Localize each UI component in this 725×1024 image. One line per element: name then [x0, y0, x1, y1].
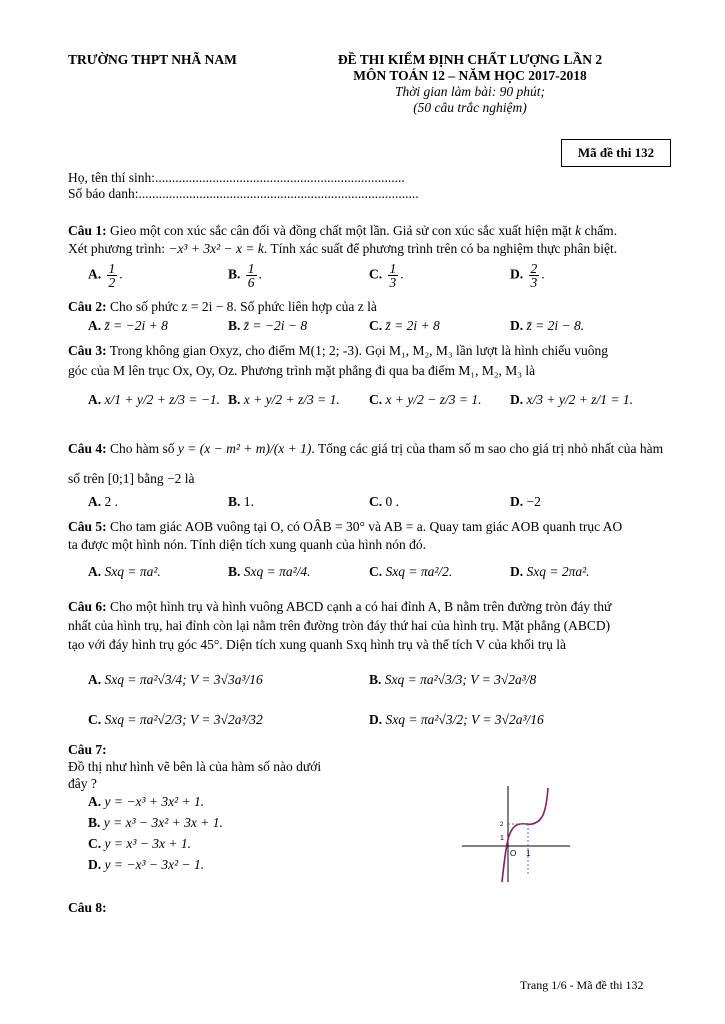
question-5-text: Câu 5: Cho tam giác AOB vuông tại O, có OÂB = 30° và AB = a. Quay tam giác AOB quanh trục AO [68, 519, 623, 534]
option-b[interactable]: B. 1. [228, 494, 254, 509]
school-name: TRƯỜNG THPT NHÃ NAM [68, 52, 237, 67]
exam-subject: MÔN TOÁN 12 – NĂM HỌC 2017-2018 [353, 68, 587, 83]
page-footer: Trang 1/6 - Mã đề thi 132 [520, 978, 644, 992]
option-c[interactable]: C. z̄ = 2i + 8 [369, 318, 440, 333]
function: y = (x − m² + m)/(x + 1) [177, 441, 312, 456]
question-1-text-2: Xét phương trình: −x³ + 3x² − x = k. Tính xác suất để phương trình trên có ba nghiệm thực phân biệt. [68, 241, 618, 256]
question-3-options [88, 392, 688, 412]
option-b[interactable]: B. Sxq = πa²/4. [228, 564, 311, 579]
student-name-line: Họ, tên thí sinh:.......................................................................... [68, 170, 405, 185]
tick-label-y1: 1 [500, 835, 504, 842]
question-3-text: Câu 3: Trong không gian Oxyz, cho điểm M(1; 2; -3). Gọi M₁, M₂, M₃ lần lượt là hình chiếu vuông [68, 343, 609, 358]
option-c[interactable]: C. x + y/2 − z/3 = 1. [369, 392, 482, 407]
option-a[interactable]: A. z̄ = −2i + 8 [88, 318, 168, 333]
question-2-text: Câu 2: Cho số phức z = 2i − 8. Số phức liên hợp của z là [68, 299, 377, 314]
exam-header [300, 52, 640, 116]
option-d[interactable]: D. Sxq = 2πa². [510, 564, 590, 579]
option-a[interactable]: A. x/1 + y/2 + z/3 = −1. [88, 392, 221, 407]
exam-question-count: (50 câu trắc nghiệm) [413, 100, 527, 115]
exam-title: ĐỀ THI KIỂM ĐỊNH CHẤT LƯỢNG LẦN 2 [337, 52, 603, 67]
option-c[interactable]: C. Sxq = πa²√2/3; V = 3√2a³/32 [88, 712, 263, 727]
option-b[interactable]: B. $\frac{1}{6}$ . [228, 261, 262, 290]
question-7-options [88, 794, 388, 874]
question-label: Câu 6: [68, 599, 107, 614]
option-d[interactable]: D. y = −x³ − 3x² − 1. [88, 857, 205, 872]
question-7-text: Đồ thị như hình vẽ bên là của hàm số nào dưới [68, 759, 322, 774]
option-a[interactable]: A. $\frac{1}{2}$ . [88, 261, 123, 290]
student-id-line: Số báo danh:................................................................................... [68, 186, 419, 201]
question-8-label: Câu 8: [68, 900, 107, 915]
option-c[interactable]: C. Sxq = πa²/2. [369, 564, 453, 579]
option-a[interactable]: A. y = −x³ + 3x² + 1. [88, 794, 205, 809]
question-6-text-2: nhất của hình trụ, hai đỉnh còn lại nằm trên đường tròn đáy thứ hai của hình trụ. Mặt phẳng (ABCD) [68, 618, 611, 633]
option-c[interactable]: C. 0 . [369, 494, 399, 509]
question-label: Câu 5: [68, 519, 107, 534]
question-5-options [88, 564, 688, 584]
option-b[interactable]: B. Sxq = πa²√3/3; V = 3√2a³/8 [369, 672, 537, 687]
tick-label-y2: 2 [500, 822, 504, 828]
question-4-text-2: số trên [0;1] bằng −2 là [68, 471, 195, 486]
question-4-text: Câu 4: Cho hàm số y = (x − m² + m)/(x + 1). Tổng các giá trị của tham số m sao cho giá trị nhỏ nhất của hàm [68, 441, 664, 456]
option-a[interactable]: A. Sxq = πa². [88, 564, 161, 579]
option-b[interactable]: B. y = x³ − 3x² + 3x + 1. [88, 815, 223, 830]
option-d[interactable]: D. x/3 + y/2 + z/1 = 1. [510, 392, 633, 407]
tick-label-x1: 1 [526, 849, 531, 858]
question-label: Câu 3: [68, 343, 107, 358]
exam-time: Thời gian làm bài: 90 phút; [394, 84, 546, 99]
equation: −x³ + 3x² − x = k [168, 241, 264, 256]
option-b[interactable]: B. x + y/2 + z/3 = 1. [228, 392, 340, 407]
option-d[interactable]: D. $\frac{2}{3}$ . [510, 261, 545, 290]
option-b[interactable]: B. z̄ = −2i − 8 [228, 318, 308, 333]
question-5-text-2: ta được một hình nón. Tính diện tích xung quanh của hình nón đó. [68, 537, 427, 552]
option-c[interactable]: C. y = x³ − 3x + 1. [88, 836, 191, 851]
origin-label: O [510, 849, 517, 858]
option-a[interactable]: A. 2 . [88, 494, 118, 509]
question-7-label: Câu 7: [68, 742, 107, 757]
question-1-text: Câu 1: Gieo một con xúc sắc cân đối và đồng chất một lần. Giả sử con xúc sắc xuất hiện mặt k chấm. [68, 223, 618, 238]
exam-code-box: Mã đề thi 132 [561, 139, 671, 167]
question-6-text: Câu 6: Cho một hình trụ và hình vuông ABCD cạnh a có hai đỉnh A, B nằm trên đường tròn đáy thứ [68, 599, 612, 614]
question-7-text-2: đây ? [68, 776, 97, 791]
question-2-options [88, 318, 688, 336]
option-d[interactable]: D. z̄ = 2i − 8. [510, 318, 585, 333]
curve [502, 788, 548, 882]
question-1-options [88, 262, 688, 296]
question-4-options [88, 494, 688, 512]
option-d[interactable]: D. Sxq = πa²√3/2; V = 3√2a³/16 [369, 712, 544, 727]
question-3-text-2: góc của M lên trục Ox, Oy, Oz. Phương trình mặt phẳng đi qua ba điểm M₁, M₂, M₃ là [68, 363, 536, 378]
option-a[interactable]: A. Sxq = πa²√3/4; V = 3√3a³/16 [88, 672, 263, 687]
question-label: Câu 2: [68, 299, 107, 314]
question-label: Câu 4: [68, 441, 107, 456]
option-d[interactable]: D. −2 [510, 494, 541, 509]
option-c[interactable]: C. $\frac{1}{3}$ . [369, 261, 404, 290]
question-6-text-3: tạo với đáy hình trụ góc 45°. Diện tích xung quanh Sxq hình trụ và thể tích V của khối trụ là [68, 637, 566, 652]
question-6-options [88, 668, 688, 738]
question-label: Câu 1: [68, 223, 107, 238]
function-graph [462, 784, 572, 884]
